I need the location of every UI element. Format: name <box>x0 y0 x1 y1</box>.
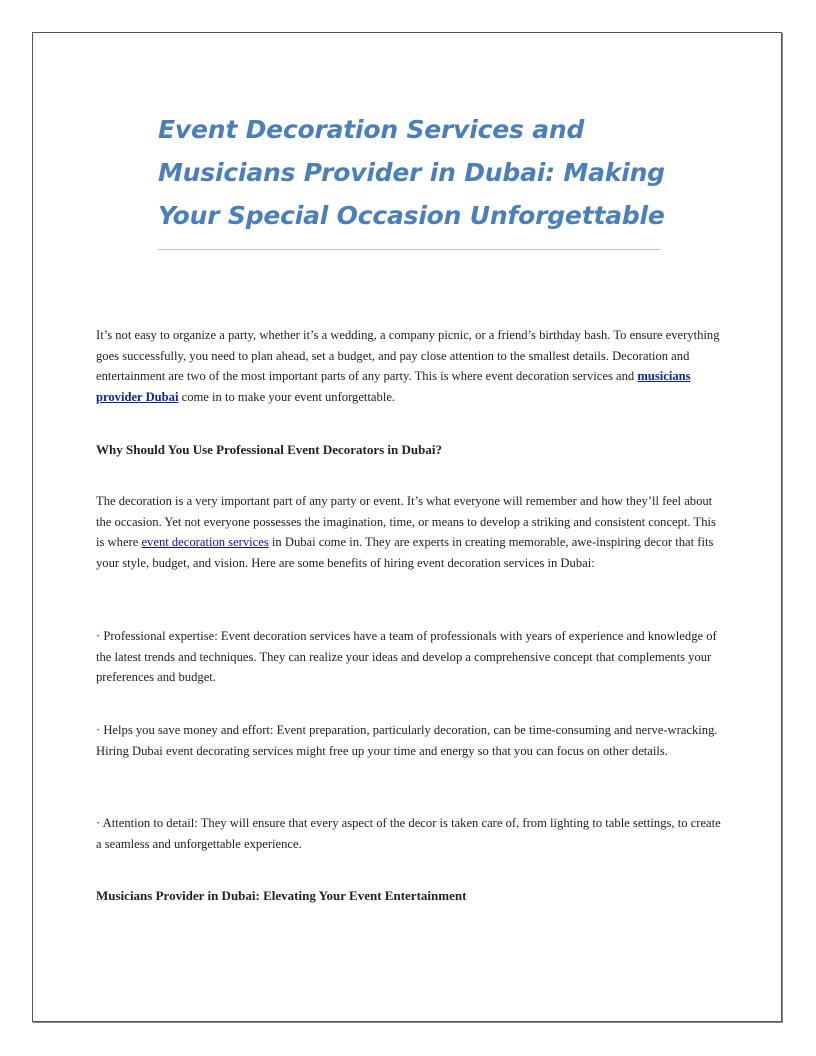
decoration-paragraph <box>96 491 726 573</box>
musicians-provider-link[interactable]: musicians provider Dubai <box>96 369 691 404</box>
intro-text-start: It’s not easy to organize a party, whether it’s a wedding, a company picnic, or a friend’s birthday bash. To ensure everything goes successfully, you need to plan ahead, set a budget, and pay close attention to the smallest details. Decoration and entertainment are two of the most important parts of any party. This is where event decoration services and <box>96 328 720 383</box>
intro-text-end: come in to make your event unforgettable. <box>178 389 396 404</box>
title-underline <box>158 249 660 250</box>
event-decoration-services-link[interactable]: event decoration services <box>141 535 269 549</box>
bullet-save-money: · Helps you save money and effort: Event preparation, particularly decoration, can be time-consuming and nerve-wracking. Hiring Dubai event decorating services might free up your time and energy so that you can focus on other details. <box>96 723 718 758</box>
decoration-text-start: The decoration is a very important part of any party or event. It’s what everyone will remember and how they’ll feel about the occasion. Yet not everyone possesses the imagination, time, or means to develop a striking and consistent concept. This is where <box>96 494 716 549</box>
bullet-attention-to-detail: · Attention to detail: They will ensure that every aspect of the decor is taken care of, from lighting to table settings, to create a seamless and unforgettable experience. <box>96 816 721 851</box>
document-title: Event Decoration Services and Musicians Provider in Dubai: Making Your Special Occasion Unforgettable <box>158 115 665 230</box>
decoration-text-end: in Dubai come in. They are experts in creating memorable, awe-inspiring decor that fits your style, budget, and vision. Here are some benefits of hiring event decoration services in Dubai: <box>96 535 714 570</box>
section-heading-decorators: Why Should You Use Professional Event Decorators in Dubai? <box>96 442 442 457</box>
section-heading-musicians: Musicians Provider in Dubai: Elevating Your Event Entertainment <box>96 888 467 903</box>
intro-paragraph <box>96 325 726 407</box>
bullet-professional-expertise: · Professional expertise: Event decoration services have a team of professionals with years of experience and knowledge of the latest trends and techniques. They can realize your ideas and develop a comprehensive concept that complements your preferences and budget. <box>96 629 717 684</box>
